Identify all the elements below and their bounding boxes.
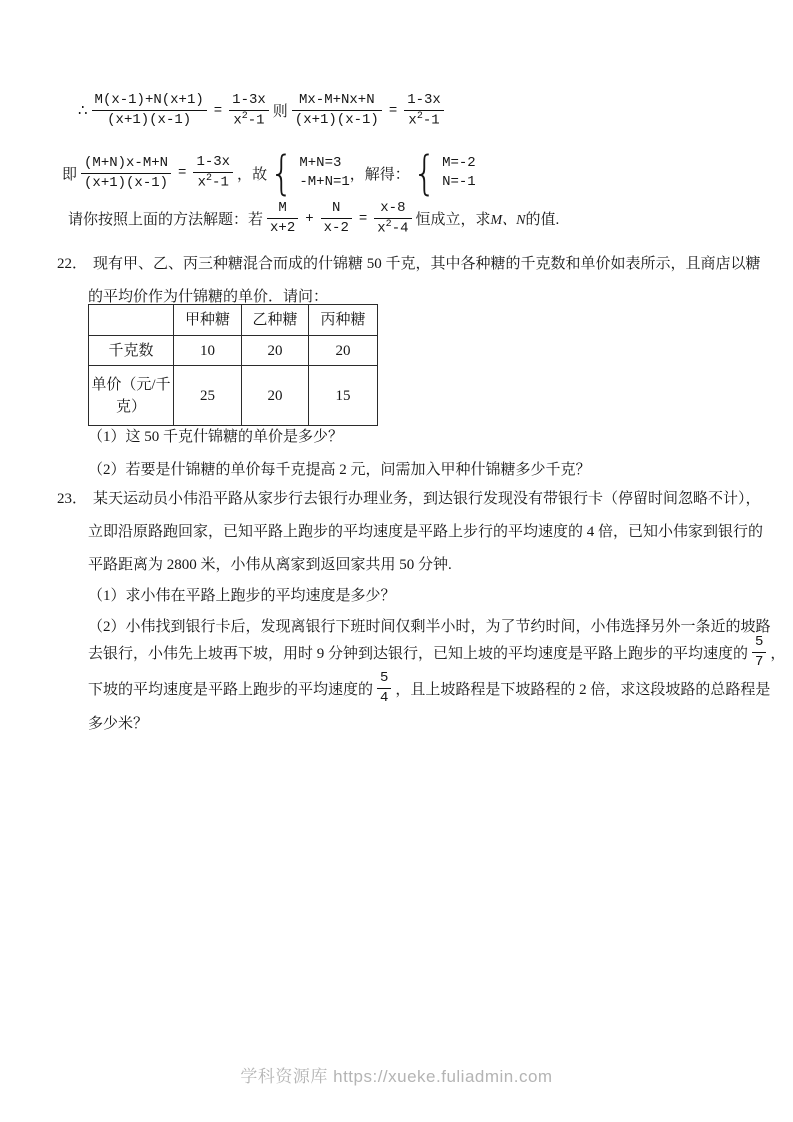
problem-23-question-2-line-4: 多少米？ [88, 716, 149, 732]
equation-system-1 [267, 146, 350, 200]
header-blank [89, 305, 174, 336]
then-label: 则 [272, 104, 288, 121]
fraction-result: $\frac{x-8}{x^2-4}$ [374, 200, 411, 238]
fraction-m: $\frac{M}{x+2}$ [267, 200, 298, 237]
equals-sign: = [213, 102, 223, 119]
footer-watermark: 学科资源库 https://xueke.fuliadmin.com [240, 1067, 553, 1086]
derivation-line-1 [78, 92, 448, 130]
line-text: 下坡的平均速度是平路上跑步的平均速度的 [88, 681, 374, 698]
kg-candy-c: 20 [309, 336, 378, 366]
problem-22-question-2: （2）若要是什锦糖的单价每千克提高 2 元，问需加入甲种什锦糖多少千克？ [88, 462, 591, 478]
line-text: 去银行，小伟先上坡再下坡，用时 9 分钟到达银行，已知上坡的平均速度是平路上跑步的平均速度的 [88, 645, 749, 662]
ji-label: 即 [62, 166, 78, 183]
question-suffix-end: 的值. [525, 212, 560, 229]
question-prefix: 请你按照上面的方法解题：若 [68, 212, 264, 229]
system-equation: -M+N=1 [299, 174, 350, 190]
row-label-price: 单价（元/千克） [89, 366, 174, 426]
left-brace: { [412, 146, 437, 200]
comma: ， [770, 645, 786, 662]
system-solution: N=-1 [442, 174, 476, 190]
fraction-combined-left: $\frac{M(x-1)+N(x+1)}{(x+1)(x-1)}$ [92, 92, 207, 129]
problem-22-question-1: （1）这 50 千克什锦糖的单价是多少？ [88, 429, 344, 445]
row-label-kg: 千克数 [89, 336, 174, 366]
equation-system-2 [410, 146, 476, 200]
candy-table [88, 304, 378, 426]
left-brace: { [270, 146, 294, 200]
problem-23-line-1 [57, 489, 761, 509]
problem-23-text: 某天运动员小伟沿平路从家步行去银行办理业务，到达银行发现没有带银行卡（停留时间忽略不计）， [93, 491, 761, 507]
problem-22-line-1 [57, 254, 761, 274]
equals-sign: = [178, 165, 187, 181]
solve-label: 解得： [364, 166, 410, 183]
fraction-target-right: $\frac{1-3x}{x^2-1}$ [404, 92, 444, 130]
line-text-continued: ，且上坡路程是下坡路程的 2 倍，求这段坡路的总路程是 [395, 681, 771, 698]
price-candy-b: 20 [242, 366, 309, 426]
problem-22-line-2: 的平均价作为什锦糖的单价．请问： [88, 289, 329, 305]
problem-23-line-3: 平路距离为 2800 米，小伟从离家到返回家共用 50 分钟. [88, 557, 452, 573]
problem-23-line-2: 立即沿原路跑回家，已知平路上跑步的平均速度是平路上步行的平均速度的 4 倍，已知小伟家到银行的 [88, 524, 764, 540]
table-header-row [89, 305, 378, 336]
problem-22-text: 现有甲、乙、丙三种糖混合而成的什锦糖 50 千克，其中各种糖的千克数和单价如表所示，且商店以糖 [93, 256, 761, 272]
equals-sign: = [358, 210, 368, 227]
fraction-target-left: $\frac{1-3x}{x^2-1}$ [229, 92, 269, 130]
header-candy-a: 甲种糖 [174, 305, 242, 336]
problem-23-number: 23． [57, 491, 88, 507]
problem-23-question-2-line-1: （2）小伟找到银行卡后，发现离银行下班时间仅剩半小时，为了节约时间，小伟选择另外一条近的坡路 [88, 619, 771, 635]
comma: ， [237, 166, 253, 183]
price-candy-c: 15 [309, 366, 378, 426]
fraction-downhill-five-fourths: $\frac{5}{4}$ [377, 670, 391, 707]
system-equation: M+N=3 [299, 155, 342, 171]
variables-mn: M、N [490, 212, 526, 228]
derivation-line-2 [62, 146, 476, 200]
fraction-n: $\frac{N}{x-2}$ [321, 200, 352, 237]
derivation-question-line [68, 200, 559, 238]
price-candy-a: 25 [174, 366, 242, 426]
header-candy-b: 乙种糖 [242, 305, 309, 336]
question-suffix: 恒成立，求 [415, 212, 491, 229]
problem-22-number: 22． [57, 256, 88, 272]
system-solution: M=-2 [442, 155, 476, 171]
kg-candy-a: 10 [174, 336, 242, 366]
header-candy-c: 丙种糖 [309, 305, 378, 336]
plus-sign: + [305, 210, 314, 227]
gu-label: 故 [252, 166, 268, 183]
problem-23-question-2-line-3 [88, 666, 770, 710]
problem-23-question-1: （1）求小伟在平路上跑步的平均速度是多少？ [88, 588, 396, 604]
equals-sign: = [388, 102, 398, 119]
kg-candy-b: 20 [242, 336, 309, 366]
table-row-kilograms [89, 336, 378, 366]
fraction-expanded: $\frac{Mx-M+Nx+N}{(x+1)(x-1)}$ [292, 92, 382, 129]
therefore-symbol: ∴ [78, 103, 88, 120]
table-row-price [89, 366, 378, 426]
fraction-grouped: $\frac{(M+N)x-M+N}{(x+1)(x-1)}$ [81, 155, 171, 192]
fraction-uphill-five-sevenths: $\frac{5}{7}$ [752, 634, 766, 671]
comma: ， [349, 166, 365, 183]
fraction-target: $\frac{1-3x}{x^2-1}$ [193, 154, 233, 192]
